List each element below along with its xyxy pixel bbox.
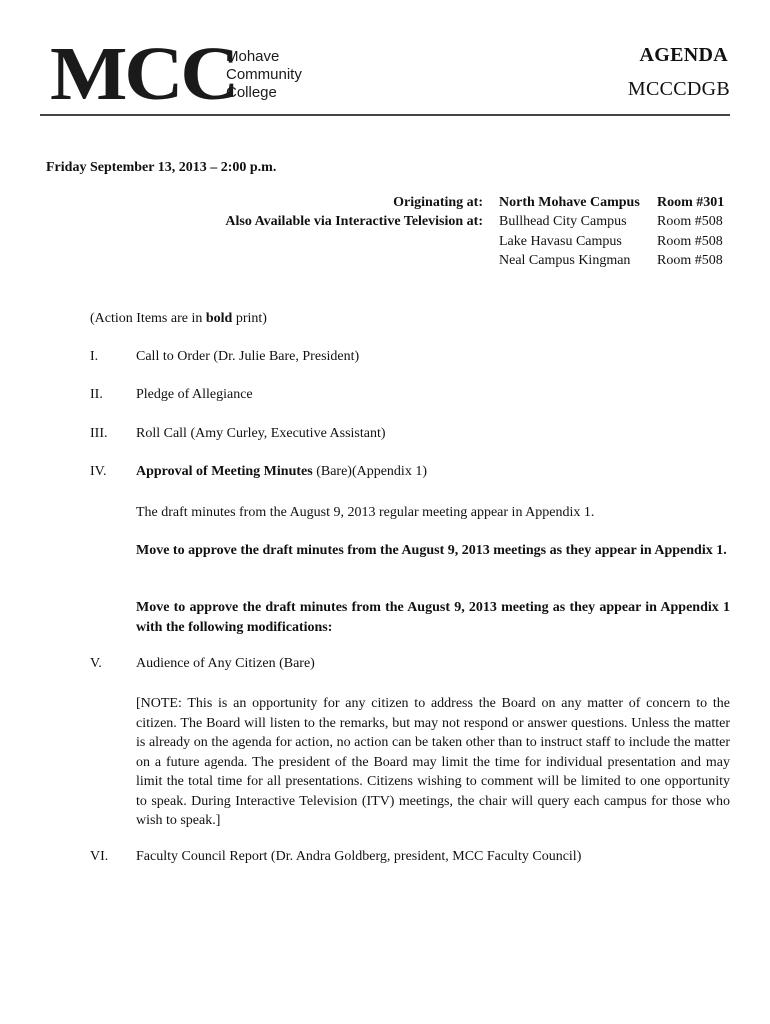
motion-approve-with-modifications: Move to approve the draft minutes from the August 9, 2013 meeting as they appear in Appendix 1 with the following modifications: <box>136 600 730 635</box>
room-neal-kingman: Room #508 <box>657 253 723 268</box>
document-code: MCCCDGB <box>627 78 730 100</box>
room-bullhead: Room #508 <box>657 214 723 229</box>
item-number: II. <box>90 387 103 402</box>
citizen-note-paragraph: [NOTE: This is an opportunity for any citizen to address the Board on any matter of concern to the citizen. The Board will listen to the remarks, but may not respond or answer questions. Unless the matter is already on the agenda for action, no action can be taken other than to instruct staff to include the matter on a future agenda. The president of the Board may limit the time for individual presentation and may limit the total time for all presentations. Citizens wishing to comment will be limited to one opportunity to speak. During Interactive Television (ITV) meetings, the chair will query each campus for those who wish to speak.] <box>136 696 730 828</box>
originating-label: Originating at: <box>393 195 483 210</box>
action-items-note <box>90 311 267 327</box>
item-approval-minutes <box>136 464 427 480</box>
item-number: III. <box>90 426 108 441</box>
item-number: VI. <box>90 849 109 864</box>
motion-approve-minutes: Move to approve the draft minutes from the August 9, 2013 meetings as they appear in Appendix 1. <box>136 543 727 558</box>
item-number: V. <box>90 656 102 671</box>
action-note-suffix: print) <box>232 311 267 326</box>
draft-minutes-text: The draft minutes from the August 9, 2013 regular meeting appear in Appendix 1. <box>136 505 595 520</box>
item-approval-rest: (Bare)(Appendix 1) <box>312 464 427 479</box>
itv-label: Also Available via Interactive Television at: <box>225 214 483 229</box>
item-faculty-council: Faculty Council Report (Dr. Andra Goldberg, president, MCC Faculty Council) <box>136 849 582 864</box>
campus-origin: North Mohave Campus <box>499 195 640 210</box>
campus-neal-kingman: Neal Campus Kingman <box>499 253 631 268</box>
campus-bullhead: Bullhead City Campus <box>499 214 627 229</box>
item-call-to-order: Call to Order (Dr. Julie Bare, President) <box>136 349 360 364</box>
item-roll-call: Roll Call (Amy Curley, Executive Assistant) <box>136 426 386 441</box>
document-title: AGENDA <box>639 44 728 66</box>
action-note-bold: bold <box>205 311 233 326</box>
room-origin: Room #301 <box>657 195 725 210</box>
room-lake-havasu: Room #508 <box>657 234 723 249</box>
item-number: IV. <box>90 464 107 479</box>
college-name-logo <box>226 48 302 102</box>
item-audience-citizen: Audience of Any Citizen (Bare) <box>136 656 315 671</box>
action-note-prefix: (Action Items are in <box>90 311 206 326</box>
item-number: I. <box>90 349 99 364</box>
item-approval-bold: Approval of Meeting Minutes <box>136 464 313 479</box>
header-divider <box>40 114 730 116</box>
logo-word-college: College <box>226 84 277 101</box>
logo-word-mohave: Mohave <box>226 48 280 65</box>
meeting-date: Friday September 13, 2013 – 2:00 p.m. <box>46 160 277 175</box>
logo-word-community: Community <box>226 66 302 83</box>
item-pledge: Pledge of Allegiance <box>136 387 253 402</box>
mcc-logo-letters: MCC <box>50 32 237 116</box>
campus-lake-havasu: Lake Havasu Campus <box>499 234 622 249</box>
